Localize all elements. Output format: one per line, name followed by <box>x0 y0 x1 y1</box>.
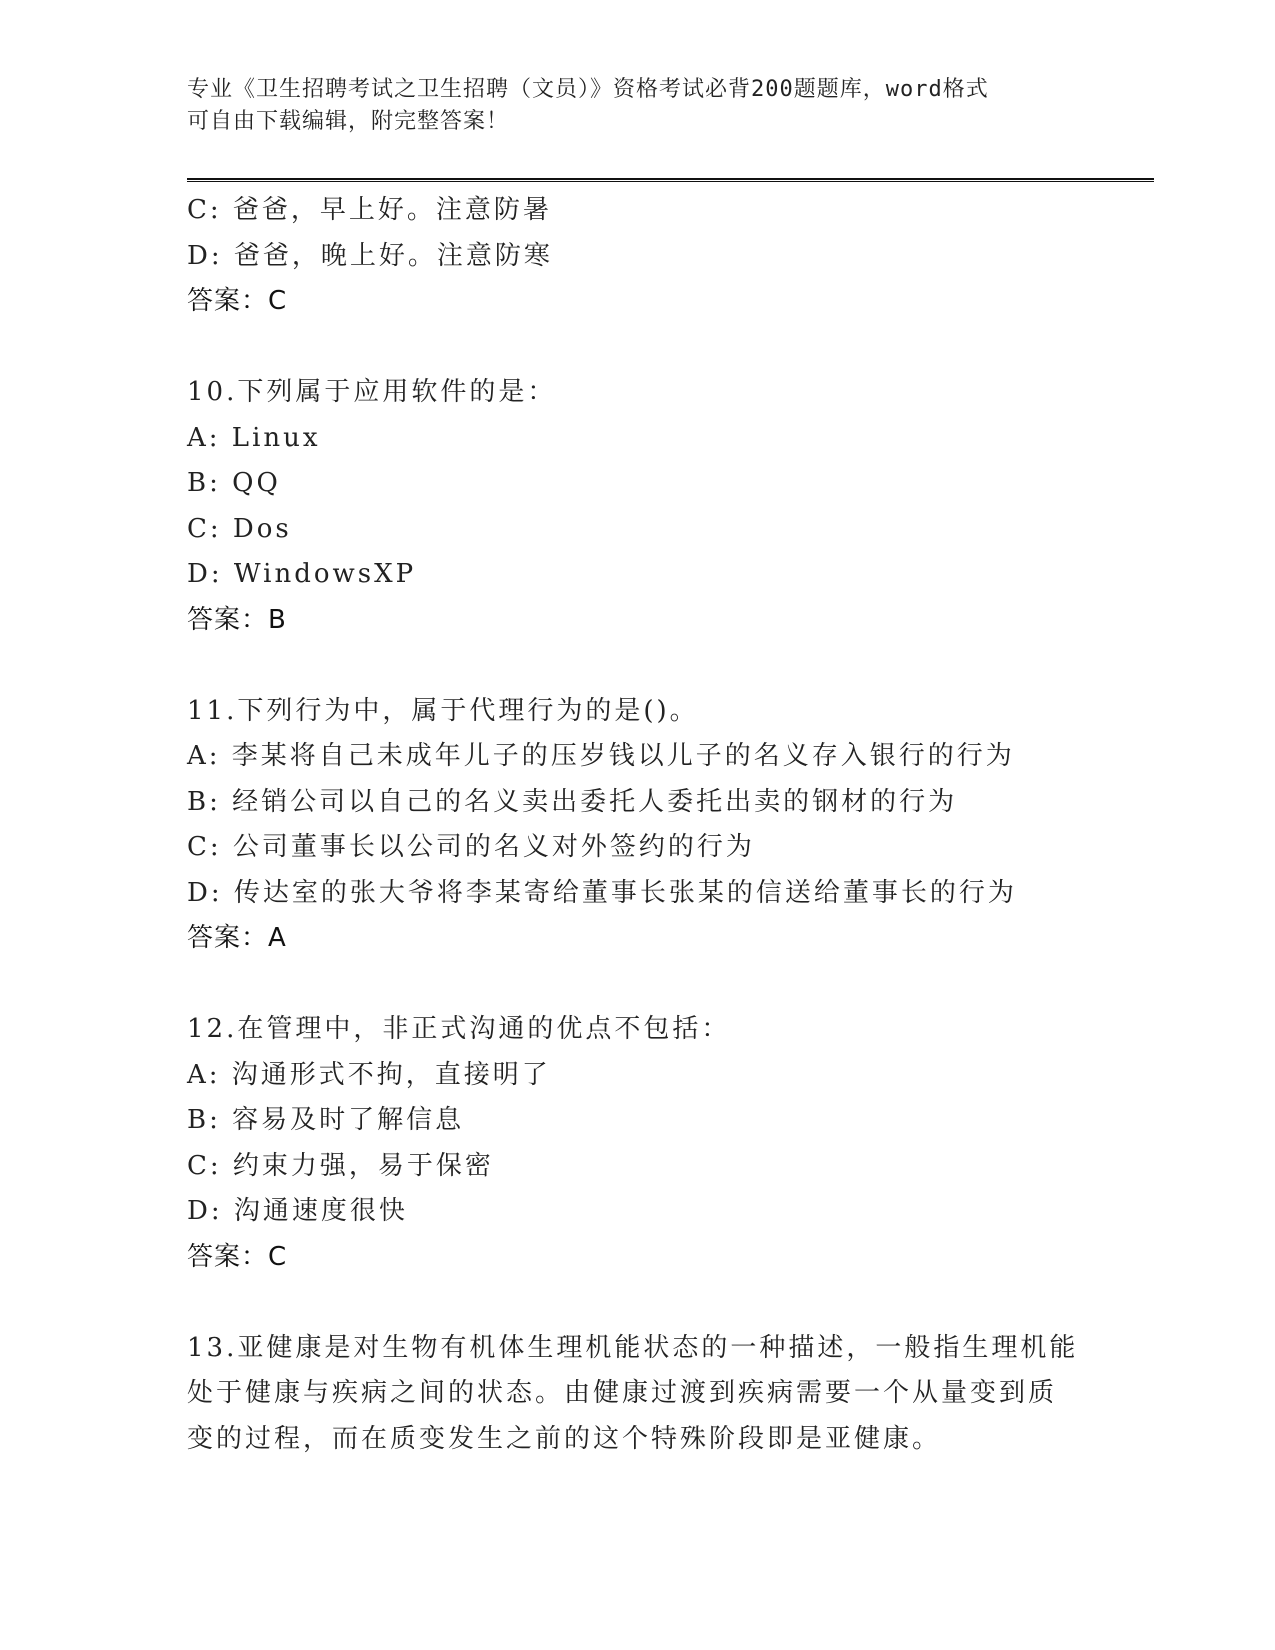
option-d: D: WindowsXP <box>187 559 417 589</box>
spacer <box>187 962 1087 1008</box>
spacer <box>187 1280 1087 1326</box>
option-c: C: Dos <box>187 513 292 544</box>
option-c: C: 爸爸，早上好。注意防暑 <box>187 195 552 225</box>
question-9-tail <box>187 188 1087 325</box>
option-b: B: 经销公司以自己的名义卖出委托人委托出卖的钢材的行为 <box>187 786 958 817</box>
question-stem-line-2: 处于健康与疾病之间的状态。由健康过渡到疾病需要一个从量变到质 <box>187 1378 1058 1408</box>
spacer <box>187 643 1087 689</box>
question-content <box>187 188 1087 1462</box>
option-d: D: 沟通速度很快 <box>187 1196 408 1226</box>
question-stem-line-1: 13.亚健康是对生物有机体生理机能状态的一种描述，一般指生理机能 <box>187 1332 1079 1363</box>
header-divider <box>187 178 1154 182</box>
header-title-line-2: 可自由下载编辑，附完整答案！ <box>187 109 510 134</box>
answer-line: 答案：B <box>187 604 287 635</box>
question-10 <box>187 370 1087 643</box>
question-12 <box>187 1007 1087 1280</box>
answer-line: 答案：C <box>187 286 288 316</box>
answer-line: 答案：C <box>187 1241 288 1272</box>
question-stem-line-3: 变的过程，而在质变发生之前的这个特殊阶段即是亚健康。 <box>187 1423 942 1454</box>
option-a: A: 沟通形式不拘，直接明了 <box>187 1059 551 1090</box>
answer-line: 答案：A <box>187 923 287 953</box>
option-c: C: 约束力强，易于保密 <box>187 1150 494 1181</box>
question-13 <box>187 1326 1079 1463</box>
option-a: A: Linux <box>187 422 321 453</box>
spacer <box>187 325 1087 371</box>
question-11 <box>187 689 1087 962</box>
option-d: D: 传达室的张大爷将李某寄给董事长张某的信送给董事长的行为 <box>187 877 1017 908</box>
document-header <box>187 74 1087 138</box>
option-b: B: 容易及时了解信息 <box>187 1105 465 1135</box>
question-stem: 10.下列属于应用软件的是： <box>187 377 557 407</box>
option-a: A: 李某将自己未成年儿子的压岁钱以儿子的名义存入银行的行为 <box>187 741 1015 771</box>
option-b: B: QQ <box>187 468 281 498</box>
option-d: D: 爸爸，晚上好。注意防寒 <box>187 240 553 271</box>
header-title-line-1: 专业《卫生招聘考试之卫生招聘（文员）》资格考试必背200题题库，word格式 <box>187 77 989 102</box>
question-stem: 11.下列行为中，属于代理行为的是()。 <box>187 695 699 726</box>
question-stem: 12.在管理中，非正式沟通的优点不包括： <box>187 1014 731 1044</box>
option-c: C: 公司董事长以公司的名义对外签约的行为 <box>187 832 755 862</box>
